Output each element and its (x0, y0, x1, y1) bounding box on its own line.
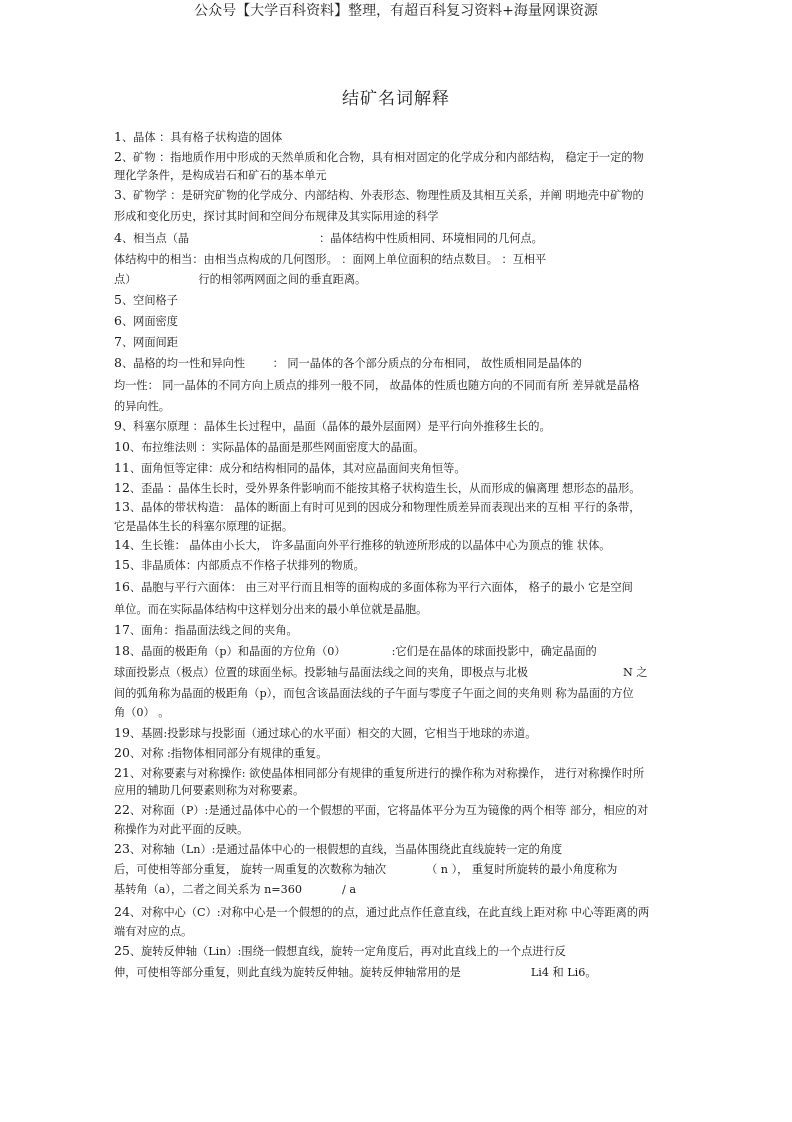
term-text: 基转角（a），二者之间关系为 n=360 (114, 883, 302, 896)
term-text-continued: :它们是在晶体的球面投影中，确定晶面的 (391, 645, 597, 658)
term-number: 22 (114, 802, 130, 817)
term-continuation-line (114, 602, 674, 617)
term-entry-line (114, 293, 674, 308)
term-number: 3 (114, 187, 122, 202)
term-text: 、科塞尔原理 ：晶体生长过程中，晶面（晶体的最外层面网）是平行向外推移生长的。 (121, 420, 551, 433)
term-text: 、晶体 ：具有格子状构造的固体 (121, 131, 283, 144)
term-number: 17 (114, 622, 130, 637)
term-entry-line (114, 130, 674, 145)
term-number: 15 (114, 557, 130, 572)
term-number: 20 (114, 745, 130, 760)
term-text: 、晶胞与平行六面体： 由三对平行而且相等的面构成的多面体称为平行六面体， 格子的最小 它是空间 (129, 581, 633, 594)
term-text: 的异向性。 (114, 400, 170, 413)
term-number: 9 (114, 418, 122, 433)
term-number: 16 (114, 579, 130, 594)
term-entry-line (114, 580, 674, 595)
term-entry-line (114, 905, 674, 920)
term-text: 后，可使相等部分重复， 旋转一周重复的次数称为轴次 (114, 863, 387, 876)
term-text: 球面投影点（极点）位置的球面坐标。投影轴与晶面法线之间的夹角，即极点与北极 (114, 666, 528, 679)
term-text: 、旋转反伸轴（Lin）:围绕一假想直线，旋转一定角度后，再对此直线上的一个点进行反 (129, 945, 566, 958)
term-number: 24 (114, 904, 130, 919)
term-number: 6 (114, 313, 122, 328)
term-entry-line (114, 481, 674, 496)
term-entry-line (114, 231, 674, 246)
term-text: 、对称面（P）:是通过晶体中心的一个假想的平面，它将晶体平分为互为镜像的两个相等 部分，相应的对 (129, 804, 649, 817)
term-text: 理化学条件，是构成岩石和矿石的基本单元 (114, 169, 327, 182)
term-entry-line (114, 644, 674, 659)
term-text: 、面角：指晶面法线之间的夹角。 (129, 624, 298, 637)
term-continuation-line (114, 783, 674, 798)
term-text: 它是晶体生长的科塞尔原理的证据。 (114, 520, 294, 533)
term-entry-line (114, 188, 674, 203)
term-entry-line (114, 461, 674, 476)
term-continuation-line (114, 924, 674, 939)
term-continuation-line (114, 686, 674, 701)
term-entry-line (114, 803, 674, 818)
term-text: 、网面密度 (121, 315, 178, 328)
term-entry-line (114, 726, 674, 741)
term-text: 间的弧角称为晶面的极距角（p），而包含该晶面法线的子午面与零度子午面之间的夹角则 称为晶面的方位 (114, 687, 634, 700)
term-text: 、布拉维法则 ：实际晶体的晶面是那些网面密度大的晶面。 (129, 441, 425, 454)
term-entry-line (114, 746, 674, 761)
term-text: 、相当点（晶 (121, 232, 190, 245)
term-text: 、对称轴（Ln）:是通过晶体中心的一根假想的直线，当晶体围绕此直线旋转一定的角度 (129, 843, 563, 856)
term-number: 8 (114, 355, 122, 370)
term-entry-line (114, 538, 674, 553)
term-number: 13 (114, 499, 130, 514)
term-entry-line (114, 842, 674, 857)
term-text: 端有对应的点。 (114, 925, 193, 938)
term-number: 7 (114, 334, 122, 349)
term-text-continued: ：晶体结构中性质相同、环境相同的几何点。 (319, 232, 543, 245)
term-text: 、网面间距 (121, 336, 178, 349)
term-continuation-line (114, 209, 674, 224)
term-entry-line (114, 419, 674, 434)
term-text: 点） (114, 273, 137, 286)
term-text: 体结构中的相当：由相当点构成的几何图形。 ：面网上单位面积的结点数目。 ：互相平 (114, 253, 547, 266)
term-number: 5 (114, 292, 122, 307)
term-continuation-line (114, 862, 674, 877)
term-entry-line (114, 944, 674, 959)
term-continuation-line (114, 822, 674, 837)
term-continuation-line (114, 965, 674, 980)
term-text-continued: Li4 和 Li6。 (530, 966, 597, 979)
term-continuation-line (114, 705, 674, 720)
term-number: 4 (114, 230, 122, 245)
term-text-continued: / a (342, 883, 356, 896)
page-header-banner: 公众号【大学百科资料】整理，有超百科复习资料+海量网课资源 (194, 3, 598, 19)
term-text: 伸，可使相等部分重复，则此直线为旋转反伸轴。旋转反伸轴常用的是 (114, 966, 461, 979)
term-text: 角（0） 。 (114, 706, 170, 719)
term-text: 、晶体的带状构造： 晶体的断面上有时可见到的因成分和物理性质差异而表现出来的互相 平行的条带， (129, 501, 641, 514)
term-number: 23 (114, 841, 130, 856)
term-continuation-line (114, 665, 674, 680)
term-entry-line (114, 440, 674, 455)
term-text: 均一性： 同一晶体的不同方向上质点的排列一般不同， 故晶体的性质也随方向的不同而有所 差异就是晶格 (114, 379, 640, 392)
document-title: 结矿名词解释 (342, 89, 450, 109)
term-text: 形成和变化历史，探讨其时间和空间分布规律及其实际用途的科学 (114, 210, 439, 223)
term-continuation-line (114, 168, 674, 183)
term-continuation-line (114, 399, 674, 414)
term-entry-line (114, 500, 674, 515)
term-text-continued: ： 同一晶体的各个部分质点的分布相同， 故性质相同是晶体的 (272, 357, 582, 370)
term-text: 、非晶质体：内部质点不作格子状排列的物质。 (129, 559, 365, 572)
term-text-continued: 行的相邻两网面之间的垂直距离。 (198, 273, 367, 286)
term-continuation-line (114, 882, 674, 897)
term-entry-line (114, 356, 674, 371)
term-text: 、对称要素与对称操作: 欲使晶体相同部分有规律的重复所进行的操作称为对称操作， 进行对称操作时所 (129, 767, 645, 780)
term-text: 、矿物学 ：是研究矿物的化学成分、内部结构、外表形态、物理性质及其相互关系，并阐 明地壳中矿物的 (121, 189, 644, 202)
term-continuation-line (114, 272, 674, 287)
term-continuation-line (114, 519, 674, 534)
term-number: 1 (114, 129, 122, 144)
term-text: 、生长锥： 晶体由小长大， 许多晶面向外平行推移的轨迹所形成的以晶体中心为顶点的锥 状体。 (129, 539, 611, 552)
term-number: 2 (114, 149, 122, 164)
term-number: 14 (114, 537, 130, 552)
term-entry-line (114, 150, 674, 165)
term-text: 、对称 :指物体相同部分有规律的重复。 (129, 747, 328, 760)
term-text-continued: （ n ）， 重复时所旋转的最小角度称为 (426, 863, 618, 876)
term-entry-line (114, 766, 674, 781)
term-text: 、晶面的极距角（p）和晶面的方位角（0） (129, 645, 346, 658)
term-text: 、基圆:投影球与投影面（通过球心的水平面）相交的大圆，它相当于地球的赤道。 (129, 727, 537, 740)
term-text: 、对称中心（C）:对称中心是一个假想的的点，通过此点作任意直线，在此直线上距对称 中心等距离的两 (129, 906, 650, 919)
term-text: 、晶格的均一性和异向性 (121, 357, 249, 370)
term-entry-line (114, 623, 674, 638)
term-number: 11 (114, 460, 130, 475)
term-number: 18 (114, 643, 130, 658)
term-text: 、矿物 ：指地质作用中形成的天然单质和化合物，具有相对固定的化学成分和内部结构， 稳定于一定的物 (121, 151, 644, 164)
term-number: 21 (114, 765, 130, 780)
term-number: 25 (114, 943, 130, 958)
term-text: 应用的辅助几何要素则称为对称要素。 (114, 784, 305, 797)
term-number: 19 (114, 725, 130, 740)
term-number: 10 (114, 439, 130, 454)
term-text: 、歪晶 ：晶体生长时，受外界条件影响而不能按其格子状构造生长，从而形成的偏离理 想形态的晶形。 (129, 482, 641, 495)
term-continuation-line (114, 252, 674, 267)
term-entry-line (114, 558, 674, 573)
term-entry-line (114, 335, 674, 350)
term-text: 称操作为对此平面的反映。 (114, 823, 249, 836)
term-text-continued: N 之 (622, 666, 648, 679)
term-text: 、面角恒等定律：成分和结构相同的晶体，其对应晶面间夹角恒等。 (129, 462, 466, 475)
term-text: 、空间格子 (121, 294, 178, 307)
term-continuation-line (114, 378, 674, 393)
term-entry-line (114, 314, 674, 329)
term-text: 单位。而在实际晶体结构中这样划分出来的最小单位就是晶胞。 (114, 603, 428, 616)
term-number: 12 (114, 480, 130, 495)
